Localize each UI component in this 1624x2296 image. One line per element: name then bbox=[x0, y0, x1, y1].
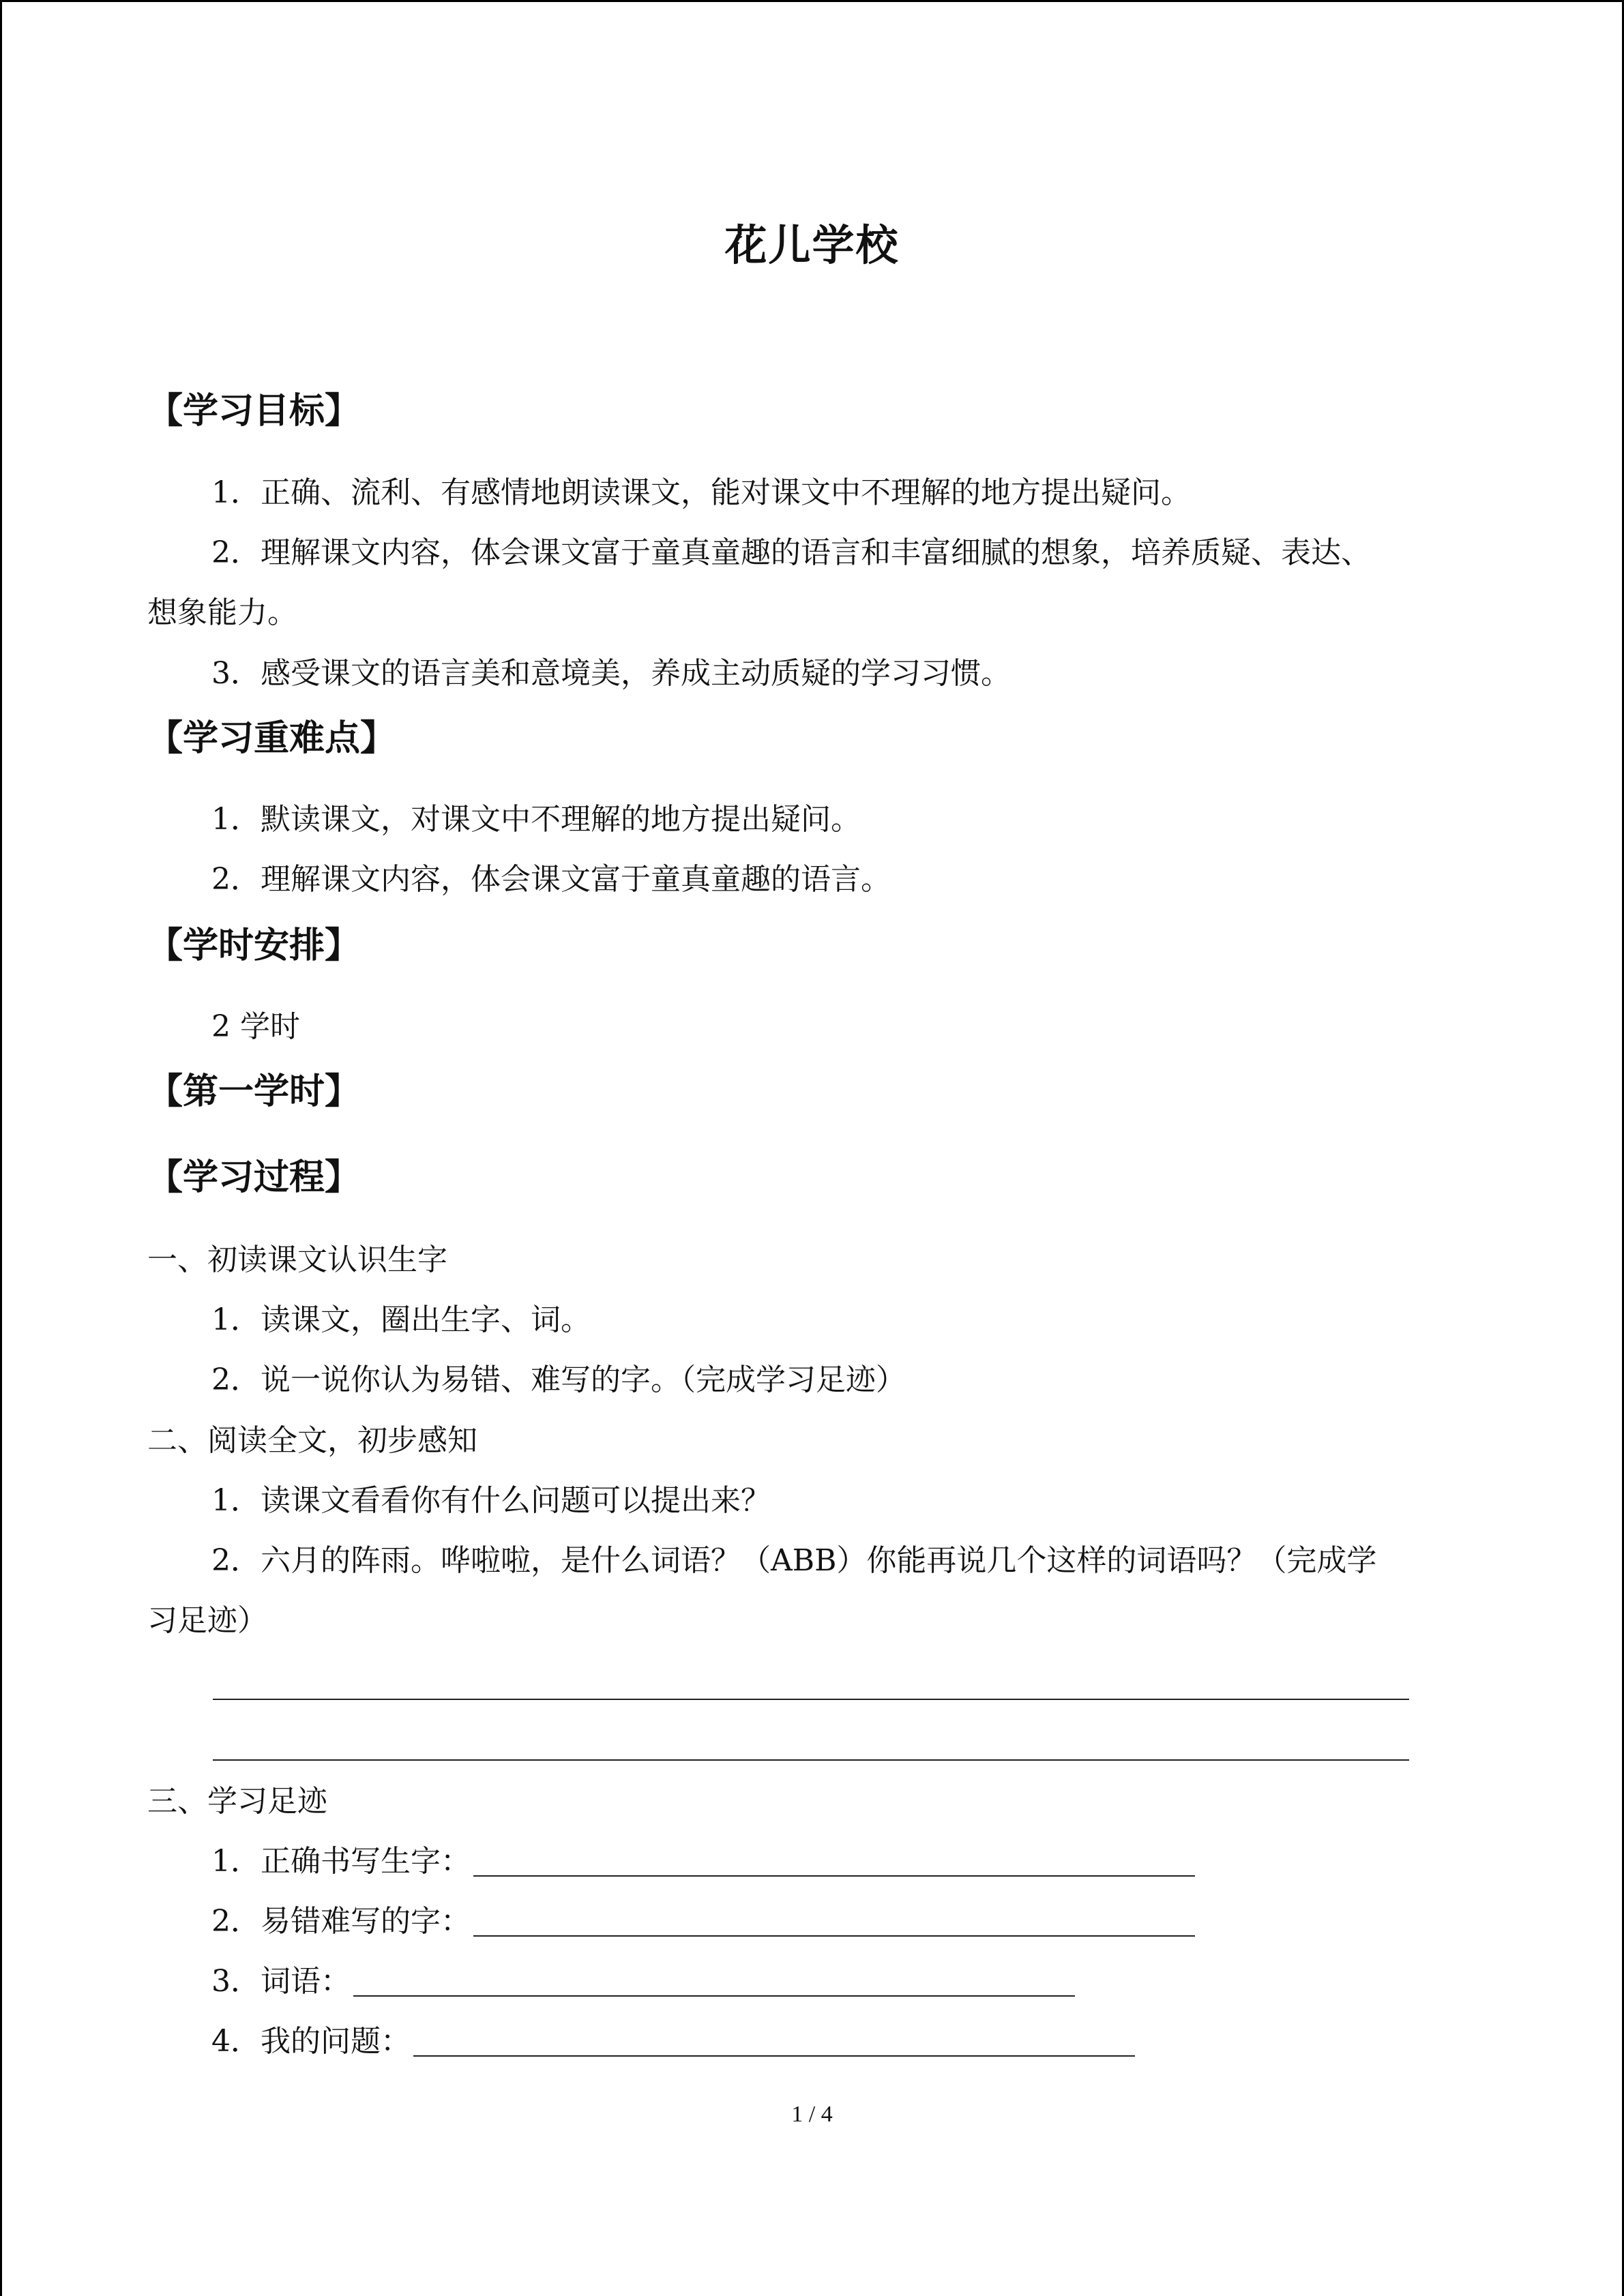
objective-item-2: 2．理解课文内容，体会课文富于童真童趣的语言和丰富细腻的想象，培养质疑、表达、 bbox=[211, 535, 1371, 570]
process-part1-title: 一、初读课文认识生字 bbox=[147, 1242, 447, 1277]
schedule-heading: 【学时安排】 bbox=[147, 925, 361, 966]
process-part2-item-2-continued: 习足迹） bbox=[147, 1603, 267, 1638]
process-part2-item-2: 2．六月的阵雨。哗啦啦，是什么词语？（ABB）你能再说几个这样的词语吗？（完成学 bbox=[211, 1543, 1377, 1578]
process-part3-title: 三、学习足迹 bbox=[147, 1784, 327, 1819]
schedule-text: 2 学时 bbox=[211, 1009, 300, 1044]
footprint-row-4 bbox=[211, 2021, 1135, 2062]
footprint-label-new-characters: 1．正确书写生字： bbox=[211, 1844, 471, 1879]
footprint-blank-my-questions[interactable] bbox=[413, 2055, 1135, 2057]
process-heading: 【学习过程】 bbox=[147, 1157, 361, 1198]
footprint-blank-new-characters[interactable] bbox=[473, 1875, 1195, 1877]
objective-item-2-continued: 想象能力。 bbox=[147, 595, 297, 630]
process-part2-item-1: 1．读课文看看你有什么问题可以提出来？ bbox=[211, 1483, 771, 1518]
footprint-row-2 bbox=[211, 1901, 1195, 1942]
objective-item-1: 1．正确、流利、有感情地朗读课文，能对课文中不理解的地方提出疑问。 bbox=[211, 475, 1191, 510]
answer-line-2[interactable] bbox=[213, 1759, 1409, 1761]
footprint-blank-hard-characters[interactable] bbox=[473, 1935, 1195, 1937]
footprint-label-words: 3．词语： bbox=[211, 1964, 351, 1999]
first-lesson-heading: 【第一学时】 bbox=[147, 1071, 361, 1112]
process-part2-title: 二、阅读全文，初步感知 bbox=[147, 1423, 477, 1458]
process-part1-item-2: 2．说一说你认为易错、难写的字。（完成学习足迹） bbox=[211, 1362, 906, 1397]
footprint-row-3 bbox=[211, 1961, 1075, 2002]
key-point-item-2: 2．理解课文内容，体会课文富于童真童趣的语言。 bbox=[211, 862, 891, 897]
footprint-blank-words[interactable] bbox=[353, 1995, 1075, 1997]
objectives-heading: 【学习目标】 bbox=[147, 391, 361, 432]
page-number: 1 / 4 bbox=[791, 2102, 833, 2127]
objective-item-3: 3．感受课文的语言美和意境美，养成主动质疑的学习习惯。 bbox=[211, 656, 1011, 691]
footprint-row-1 bbox=[211, 1841, 1195, 1882]
answer-line-1[interactable] bbox=[213, 1699, 1409, 1700]
footprint-label-hard-characters: 2．易错难写的字： bbox=[211, 1904, 471, 1939]
key-point-item-1: 1．默读课文，对课文中不理解的地方提出疑问。 bbox=[211, 802, 861, 837]
footprint-label-my-questions: 4．我的问题： bbox=[211, 2024, 411, 2059]
document-title: 花儿学校 bbox=[724, 220, 900, 270]
key-points-heading: 【学习重难点】 bbox=[147, 718, 396, 759]
process-part1-item-1: 1．读课文，圈出生字、词。 bbox=[211, 1302, 591, 1337]
